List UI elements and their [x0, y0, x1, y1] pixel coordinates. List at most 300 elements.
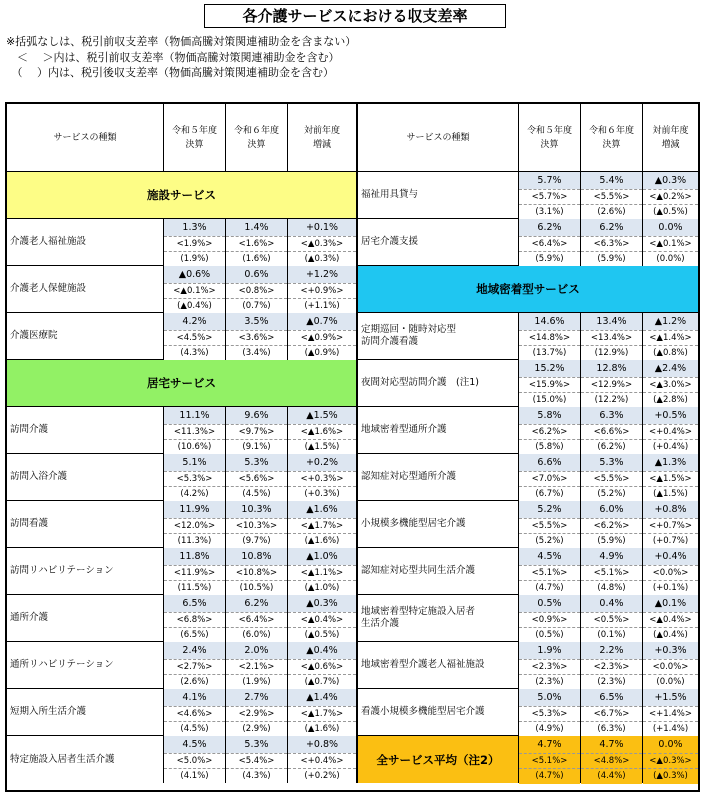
pretax-with-subsidy-value: <11.3%> — [164, 424, 225, 440]
value-cell — [226, 595, 288, 642]
pretax-with-subsidy-value: <+0.9%> — [288, 283, 356, 299]
pretax-with-subsidy-value: <6.7%> — [581, 706, 642, 722]
aftertax-value: (3.1%) — [519, 204, 580, 220]
value-cell — [519, 172, 581, 219]
pretax-value: 10.3% — [241, 504, 272, 515]
service-name: 定期巡回・随時対応型 訪問介護看護 — [358, 313, 519, 360]
pretax-with-subsidy-value: <6.4%> — [226, 612, 287, 628]
value-cell — [164, 548, 226, 595]
pretax-value: ▲0.4% — [306, 645, 338, 656]
value-cell — [581, 689, 643, 736]
value-cell — [519, 595, 581, 642]
aftertax-value: (2.6%) — [581, 204, 642, 220]
value-cell — [519, 313, 581, 360]
aftertax-value: (11.3%) — [164, 533, 225, 549]
aftertax-value: (▲0.3%) — [288, 251, 356, 267]
aftertax-value: (4.2%) — [164, 486, 225, 502]
aftertax-value: (2.6%) — [164, 674, 225, 690]
pretax-with-subsidy-value: <0.9%> — [519, 612, 580, 628]
aftertax-value: (▲1.6%) — [288, 721, 356, 737]
pretax-with-subsidy-value: <5.6%> — [226, 471, 287, 487]
pretax-with-subsidy-value: <▲0.4%> — [288, 612, 356, 628]
value-cell — [226, 313, 288, 360]
aftertax-value: (+0.2%) — [288, 768, 356, 784]
aftertax-value: (4.1%) — [164, 768, 225, 784]
pretax-value: ▲1.3% — [654, 457, 687, 468]
value-cell — [519, 642, 581, 689]
value-cell — [643, 313, 698, 360]
service-name: 小規模多機能型居宅介護 — [358, 501, 519, 548]
value-cell — [581, 736, 643, 783]
pretax-value: 5.3% — [244, 739, 269, 750]
pretax-value: 2.4% — [182, 645, 207, 656]
pretax-value: ▲1.2% — [654, 316, 687, 327]
value-cell — [519, 501, 581, 548]
aftertax-value: (▲1.6%) — [288, 533, 356, 549]
aftertax-value: (4.3%) — [226, 768, 287, 784]
aftertax-value: (0.1%) — [581, 627, 642, 643]
service-name: 訪問介護 — [7, 407, 164, 454]
pretax-value: 5.2% — [537, 504, 562, 515]
header-service-type: サービスの種類 — [358, 104, 519, 172]
value-cell — [164, 642, 226, 689]
value-cell — [581, 642, 643, 689]
pretax-with-subsidy-value: <5.5%> — [581, 189, 642, 205]
pretax-value: +0.8% — [305, 739, 339, 750]
value-cell — [519, 360, 581, 407]
value-cell — [226, 501, 288, 548]
value-cell — [519, 219, 581, 266]
aftertax-value: (▲2.8%) — [643, 392, 698, 408]
notes — [6, 34, 356, 81]
pretax-with-subsidy-value: <▲0.9%> — [288, 330, 356, 346]
value-cell — [519, 689, 581, 736]
value-cell — [519, 454, 581, 501]
aftertax-value: (0.7%) — [226, 298, 287, 314]
pretax-value: 13.4% — [596, 316, 627, 327]
pretax-value: 6.2% — [599, 222, 624, 233]
pretax-value: 0.5% — [537, 598, 562, 609]
pretax-with-subsidy-value: <5.0%> — [164, 753, 225, 769]
pretax-value: 6.6% — [537, 457, 562, 468]
value-cell — [164, 689, 226, 736]
pretax-with-subsidy-value: <5.3%> — [519, 706, 580, 722]
pretax-value: 2.2% — [599, 645, 624, 656]
pretax-value: 9.6% — [244, 410, 269, 421]
pretax-value: 2.0% — [244, 645, 269, 656]
aftertax-value: (1.9%) — [226, 674, 287, 690]
aftertax-value: (4.9%) — [519, 721, 580, 737]
aftertax-value: (+0.4%) — [643, 439, 698, 455]
pretax-with-subsidy-value: <4.8%> — [581, 753, 642, 769]
pretax-value: 4.7% — [599, 739, 624, 750]
pretax-value: 5.1% — [182, 457, 207, 468]
pretax-value: ▲0.1% — [654, 598, 687, 609]
pretax-value: 6.0% — [599, 504, 624, 515]
pretax-with-subsidy-value: <0.0%> — [643, 565, 698, 581]
pretax-value: 4.9% — [599, 551, 624, 562]
pretax-value: 4.7% — [537, 739, 562, 750]
pretax-with-subsidy-value: <5.1%> — [519, 753, 580, 769]
pretax-value: +0.8% — [654, 504, 687, 515]
aftertax-value: (▲0.8%) — [643, 345, 698, 361]
header-service-type: サービスの種類 — [7, 104, 164, 172]
pretax-value: 2.7% — [244, 692, 269, 703]
pretax-with-subsidy-value: <10.8%> — [226, 565, 287, 581]
pretax-value: 15.2% — [534, 363, 565, 374]
pretax-value: 6.3% — [599, 410, 624, 421]
pretax-value: ▲0.7% — [306, 316, 338, 327]
category-home: 居宅サービス — [7, 360, 358, 407]
pretax-value: 5.4% — [599, 175, 624, 186]
pretax-value: 1.4% — [244, 222, 269, 233]
pretax-value: 6.2% — [537, 222, 562, 233]
category-community: 地域密着型サービス — [358, 266, 698, 313]
aftertax-value: (1.6%) — [226, 251, 287, 267]
aftertax-value: (▲0.5%) — [643, 204, 698, 220]
pretax-with-subsidy-value: <▲1.4%> — [643, 330, 698, 346]
aftertax-value: (6.7%) — [519, 486, 580, 502]
aftertax-value: (5.9%) — [581, 533, 642, 549]
value-cell — [288, 689, 358, 736]
pretax-with-subsidy-value: <▲0.6%> — [288, 659, 356, 675]
value-cell — [164, 313, 226, 360]
value-cell — [288, 595, 358, 642]
value-cell — [226, 407, 288, 454]
pretax-with-subsidy-value: <5.3%> — [164, 471, 225, 487]
pretax-value: 4.1% — [182, 692, 207, 703]
pretax-value: 0.4% — [599, 598, 624, 609]
pretax-with-subsidy-value: <15.9%> — [519, 377, 580, 393]
aftertax-value: (5.9%) — [519, 251, 580, 267]
value-cell — [643, 454, 698, 501]
pretax-with-subsidy-value: <▲1.1%> — [288, 565, 356, 581]
aftertax-value: (▲1.0%) — [288, 580, 356, 596]
aftertax-value: (5.8%) — [519, 439, 580, 455]
pretax-value: 11.1% — [179, 410, 210, 421]
service-name: 認知症対応型共同生活介護 — [358, 548, 519, 595]
pretax-value: 14.6% — [534, 316, 565, 327]
pretax-with-subsidy-value: <3.6%> — [226, 330, 287, 346]
aftertax-value: (10.6%) — [164, 439, 225, 455]
aftertax-value: (+1.4%) — [643, 721, 698, 737]
value-cell — [643, 736, 698, 783]
aftertax-value: (4.8%) — [581, 580, 642, 596]
pretax-with-subsidy-value: <5.1%> — [519, 565, 580, 581]
value-cell — [226, 266, 288, 313]
pretax-value: +1.2% — [305, 269, 339, 280]
pretax-with-subsidy-value: <▲3.0%> — [643, 377, 698, 393]
pretax-with-subsidy-value: <▲0.4%> — [643, 612, 698, 628]
value-cell — [643, 360, 698, 407]
pretax-value: 10.8% — [241, 551, 272, 562]
pretax-value: ▲1.0% — [306, 551, 338, 562]
aftertax-value: (4.3%) — [164, 345, 225, 361]
value-cell — [643, 172, 698, 219]
service-name: 訪問看護 — [7, 501, 164, 548]
pretax-with-subsidy-value: <2.9%> — [226, 706, 287, 722]
pretax-with-subsidy-value: <2.3%> — [581, 659, 642, 675]
pretax-value: 5.0% — [537, 692, 562, 703]
pretax-with-subsidy-value: <▲1.5%> — [643, 471, 698, 487]
aftertax-value: (▲0.4%) — [164, 298, 225, 314]
service-name: 看護小規模多機能型居宅介護 — [358, 689, 519, 736]
pretax-value: 3.5% — [244, 316, 269, 327]
aftertax-value: (▲0.5%) — [288, 627, 356, 643]
value-cell — [288, 454, 358, 501]
pretax-with-subsidy-value: <+0.4%> — [288, 753, 356, 769]
value-cell — [288, 501, 358, 548]
pretax-with-subsidy-value: <6.4%> — [519, 236, 580, 252]
aftertax-value: (4.7%) — [519, 580, 580, 596]
pretax-with-subsidy-value: <6.2%> — [519, 424, 580, 440]
aftertax-value: (2.9%) — [226, 721, 287, 737]
aftertax-value: (4.7%) — [519, 768, 580, 784]
aftertax-value: (5.9%) — [581, 251, 642, 267]
pretax-value: 0.0% — [658, 739, 683, 750]
pretax-with-subsidy-value: <▲0.2%> — [643, 189, 698, 205]
service-name: 通所リハビリテーション — [7, 642, 164, 689]
aftertax-value: (3.4%) — [226, 345, 287, 361]
service-name: 居宅介護支援 — [358, 219, 519, 266]
pretax-with-subsidy-value: <▲1.7%> — [288, 518, 356, 534]
pretax-with-subsidy-value: <▲0.1%> — [164, 283, 225, 299]
aftertax-value: (0.5%) — [519, 627, 580, 643]
category-all-average: 全サービス平均（注2） — [358, 736, 519, 783]
pretax-with-subsidy-value: <▲0.1%> — [643, 236, 698, 252]
pretax-with-subsidy-value: <▲0.3%> — [288, 236, 356, 252]
value-cell — [643, 501, 698, 548]
value-cell — [643, 642, 698, 689]
pretax-with-subsidy-value: <6.8%> — [164, 612, 225, 628]
note-line: ＜ ＞内は、税引前収支差率（物価高騰対策関連補助金を含む） — [6, 50, 340, 64]
pretax-with-subsidy-value: <5.5%> — [519, 518, 580, 534]
aftertax-value: (6.3%) — [581, 721, 642, 737]
service-name: 訪問リハビリテーション — [7, 548, 164, 595]
pretax-value: ▲1.5% — [306, 410, 338, 421]
pretax-value: 12.8% — [596, 363, 627, 374]
pretax-with-subsidy-value: <2.1%> — [226, 659, 287, 675]
value-cell — [226, 689, 288, 736]
service-name: 夜間対応型訪問介護 (注1) — [358, 360, 519, 407]
aftertax-value: (5.2%) — [519, 533, 580, 549]
pretax-value: 5.3% — [599, 457, 624, 468]
category-facility: 施設サービス — [7, 172, 358, 219]
service-name: 訪問入浴介護 — [7, 454, 164, 501]
aftertax-value: (▲0.7%) — [288, 674, 356, 690]
aftertax-value: (+0.1%) — [643, 580, 698, 596]
aftertax-value: (▲0.9%) — [288, 345, 356, 361]
pretax-with-subsidy-value: <2.3%> — [519, 659, 580, 675]
pretax-with-subsidy-value: <5.4%> — [226, 753, 287, 769]
aftertax-value: (4.5%) — [226, 486, 287, 502]
aftertax-value: (+1.1%) — [288, 298, 356, 314]
value-cell — [226, 548, 288, 595]
header-diff: 対前年度 増減 — [288, 104, 358, 172]
value-cell — [164, 595, 226, 642]
aftertax-value: (+0.3%) — [288, 486, 356, 502]
service-name: 福祉用具貸与 — [358, 172, 519, 219]
value-cell — [643, 595, 698, 642]
pretax-with-subsidy-value: <1.6%> — [226, 236, 287, 252]
pretax-with-subsidy-value: <▲1.6%> — [288, 424, 356, 440]
value-cell — [581, 313, 643, 360]
value-cell — [581, 407, 643, 454]
aftertax-value: (15.0%) — [519, 392, 580, 408]
pretax-with-subsidy-value: <0.5%> — [581, 612, 642, 628]
pretax-with-subsidy-value: <▲1.7%> — [288, 706, 356, 722]
value-cell — [643, 407, 698, 454]
aftertax-value: (▲1.5%) — [643, 486, 698, 502]
note-line: ※括弧なしは、税引前収支差率（物価高騰対策関連補助金を含まない） — [6, 35, 357, 48]
value-cell — [164, 219, 226, 266]
pretax-with-subsidy-value: <9.7%> — [226, 424, 287, 440]
value-cell — [643, 548, 698, 595]
pretax-value: 4.2% — [182, 316, 207, 327]
header-r6: 令和６年度 決算 — [226, 104, 288, 172]
service-name: 地域密着型通所介護 — [358, 407, 519, 454]
value-cell — [288, 266, 358, 313]
aftertax-value: (12.2%) — [581, 392, 642, 408]
value-cell — [226, 219, 288, 266]
pretax-with-subsidy-value: <5.7%> — [519, 189, 580, 205]
pretax-with-subsidy-value: <12.9%> — [581, 377, 642, 393]
pretax-with-subsidy-value: <5.1%> — [581, 565, 642, 581]
value-cell — [581, 595, 643, 642]
pretax-with-subsidy-value: <10.3%> — [226, 518, 287, 534]
header-r6: 令和６年度 決算 — [581, 104, 643, 172]
aftertax-value: (2.3%) — [519, 674, 580, 690]
aftertax-value: (5.2%) — [581, 486, 642, 502]
pretax-value: +0.1% — [305, 222, 339, 233]
aftertax-value: (9.7%) — [226, 533, 287, 549]
value-cell — [164, 736, 226, 783]
pretax-value: ▲2.4% — [654, 363, 687, 374]
service-name: 介護老人保健施設 — [7, 266, 164, 313]
pretax-value: +0.3% — [654, 645, 687, 656]
pretax-value: 11.9% — [179, 504, 210, 515]
aftertax-value: (4.4%) — [581, 768, 642, 784]
pretax-with-subsidy-value: <4.5%> — [164, 330, 225, 346]
pretax-value: 4.5% — [537, 551, 562, 562]
pretax-value: 5.3% — [244, 457, 269, 468]
pretax-with-subsidy-value: <0.0%> — [643, 659, 698, 675]
pretax-value: 0.6% — [244, 269, 269, 280]
pretax-with-subsidy-value: <+0.4%> — [643, 424, 698, 440]
service-name: 地域密着型介護老人福祉施設 — [358, 642, 519, 689]
aftertax-value: (1.9%) — [164, 251, 225, 267]
pretax-with-subsidy-value: <4.6%> — [164, 706, 225, 722]
pretax-value: 0.0% — [658, 222, 683, 233]
pretax-value: 11.8% — [179, 551, 210, 562]
pretax-with-subsidy-value: <14.8%> — [519, 330, 580, 346]
value-cell — [288, 642, 358, 689]
service-name: 特定施設入居者生活介護 — [7, 736, 164, 783]
pretax-with-subsidy-value: <7.0%> — [519, 471, 580, 487]
pretax-with-subsidy-value: <+1.4%> — [643, 706, 698, 722]
service-name: 介護医療院 — [7, 313, 164, 360]
service-name: 介護老人福祉施設 — [7, 219, 164, 266]
value-cell — [288, 407, 358, 454]
aftertax-value: (+0.7%) — [643, 533, 698, 549]
pretax-with-subsidy-value: <2.7%> — [164, 659, 225, 675]
aftertax-value: (2.3%) — [581, 674, 642, 690]
pretax-with-subsidy-value: <1.9%> — [164, 236, 225, 252]
value-cell — [288, 548, 358, 595]
pretax-value: ▲0.3% — [654, 175, 687, 186]
value-cell — [581, 454, 643, 501]
aftertax-value: (6.5%) — [164, 627, 225, 643]
aftertax-value: (6.2%) — [581, 439, 642, 455]
aftertax-value: (0.0%) — [643, 251, 698, 267]
value-cell — [164, 454, 226, 501]
value-cell — [581, 360, 643, 407]
pretax-value: ▲0.6% — [178, 269, 211, 280]
value-cell — [643, 689, 698, 736]
value-cell — [581, 548, 643, 595]
aftertax-value: (0.0%) — [643, 674, 698, 690]
pretax-with-subsidy-value: <12.0%> — [164, 518, 225, 534]
value-cell — [581, 219, 643, 266]
page-title: 各介護サービスにおける収支差率 — [204, 4, 506, 28]
aftertax-value: (11.5%) — [164, 580, 225, 596]
pretax-value: 6.2% — [244, 598, 269, 609]
value-cell — [643, 219, 698, 266]
pretax-value: 4.5% — [182, 739, 207, 750]
pretax-with-subsidy-value: <+0.3%> — [288, 471, 356, 487]
service-name: 短期入所生活介護 — [7, 689, 164, 736]
pretax-value: +0.2% — [305, 457, 339, 468]
value-cell — [288, 736, 358, 783]
value-cell — [226, 454, 288, 501]
revenue-margin-table — [5, 102, 700, 792]
value-cell — [519, 548, 581, 595]
aftertax-value: (▲0.3%) — [643, 768, 698, 784]
value-cell — [164, 407, 226, 454]
service-name: 地域密着型特定施設入居者 生活介護 — [358, 595, 519, 642]
value-cell — [288, 219, 358, 266]
pretax-value: 1.9% — [537, 645, 562, 656]
pretax-with-subsidy-value: <+0.7%> — [643, 518, 698, 534]
pretax-value: 5.7% — [537, 175, 562, 186]
value-cell — [519, 407, 581, 454]
pretax-value: +0.4% — [654, 551, 687, 562]
pretax-with-subsidy-value: <11.9%> — [164, 565, 225, 581]
value-cell — [226, 642, 288, 689]
note-line: （ ）内は、税引後収支差率（物価高騰対策関連補助金を含む） — [6, 66, 334, 79]
pretax-value: 6.5% — [182, 598, 207, 609]
aftertax-value: (12.9%) — [581, 345, 642, 361]
pretax-value: ▲1.6% — [306, 504, 338, 515]
pretax-with-subsidy-value: <5.5%> — [581, 471, 642, 487]
value-cell — [519, 736, 581, 783]
pretax-value: +1.5% — [654, 692, 687, 703]
pretax-value: ▲0.3% — [306, 598, 338, 609]
value-cell — [581, 172, 643, 219]
pretax-value: 1.3% — [182, 222, 207, 233]
service-name: 通所介護 — [7, 595, 164, 642]
aftertax-value: (6.0%) — [226, 627, 287, 643]
pretax-with-subsidy-value: <6.2%> — [581, 518, 642, 534]
value-cell — [164, 501, 226, 548]
pretax-with-subsidy-value: <6.3%> — [581, 236, 642, 252]
value-cell — [226, 736, 288, 783]
pretax-value: +0.5% — [654, 410, 687, 421]
pretax-with-subsidy-value: <6.6%> — [581, 424, 642, 440]
pretax-with-subsidy-value: <▲0.3%> — [643, 753, 698, 769]
value-cell — [164, 266, 226, 313]
pretax-value: ▲1.4% — [306, 692, 338, 703]
